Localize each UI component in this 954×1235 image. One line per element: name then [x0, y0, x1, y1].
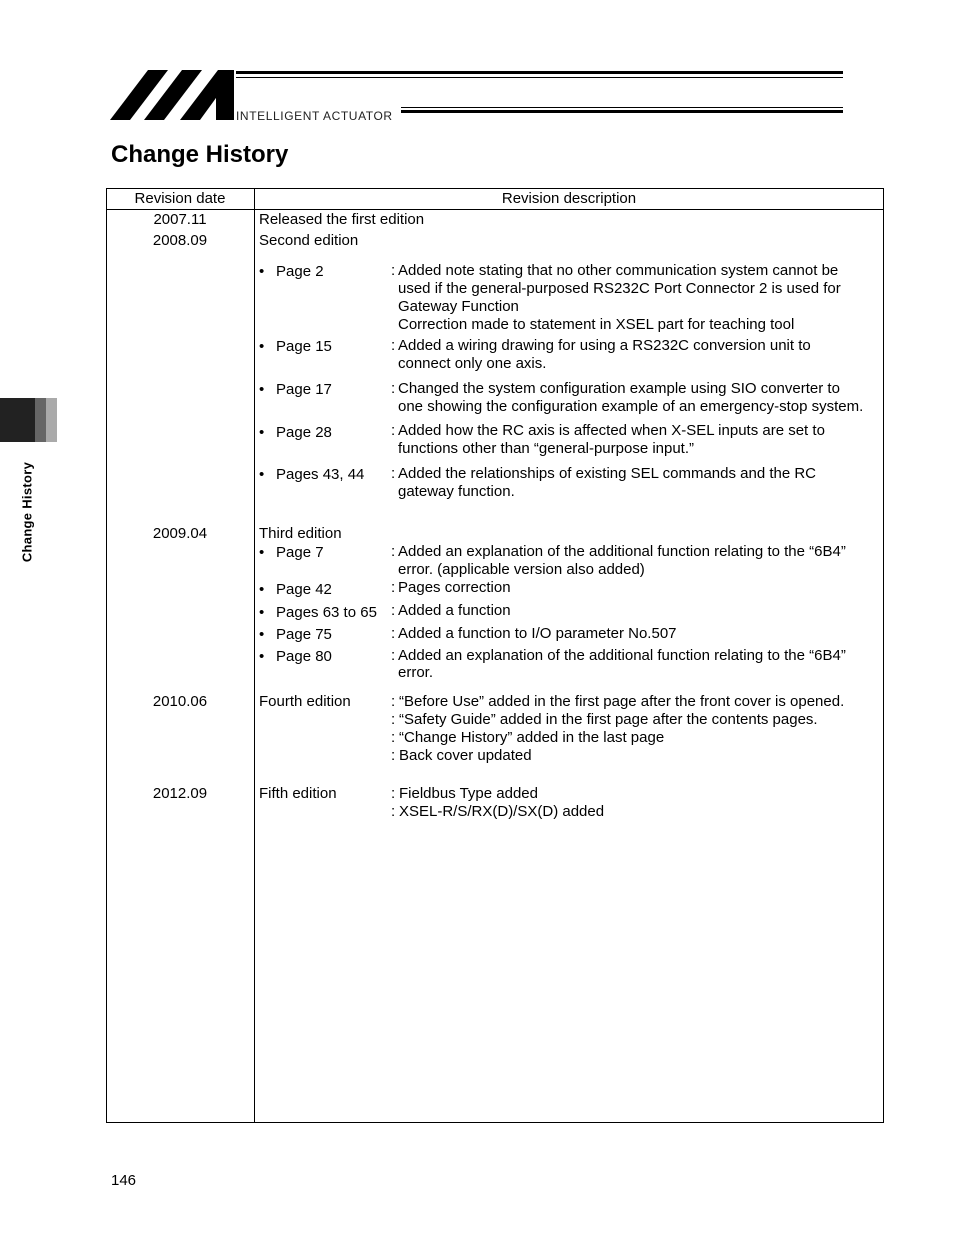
item-description: Back cover updated [399, 747, 532, 764]
list-item: • Page 28 [259, 424, 332, 441]
item-description: Added note stating that no other communication system cannot be [398, 262, 839, 279]
item-description: Added an explanation of the additional function relating to the “6B4” [398, 647, 846, 664]
page-number: 146 [111, 1172, 137, 1189]
revision-heading: Fourth edition [259, 693, 351, 710]
list-item: • Page 2 [259, 263, 324, 280]
list-item: • Page 15 [259, 338, 332, 355]
item-description: Added a function to I/O parameter No.507 [398, 625, 677, 642]
list-item: • Page 17 [259, 381, 332, 398]
revision-date: 2012.09 [152, 785, 208, 802]
header-rule-bottom-2 [401, 110, 843, 113]
item-description: functions other than “general-purpose input.” [398, 440, 695, 457]
item-description: XSEL-R/S/RX(D)/SX(D) added [399, 803, 605, 820]
item-description: one showing the configuration example of an emergency-stop system. [398, 398, 864, 415]
item-description: Correction made to statement in XSEL part for teaching tool [398, 316, 795, 333]
revision-heading: Second edition [259, 232, 359, 249]
revision-heading: Fifth edition [259, 785, 337, 802]
header-rule-top-1 [236, 71, 843, 74]
iai-logo-icon [110, 68, 234, 122]
list-item: • Pages 43, 44 [259, 466, 365, 483]
header-revision-description: Revision description [501, 190, 637, 207]
revision-heading: Released the first edition [259, 211, 425, 228]
revision-heading: Third edition [259, 525, 342, 542]
revision-date: 2007.11 [153, 211, 207, 228]
revision-date: 2009.04 [152, 525, 208, 542]
item-description: Pages correction [398, 579, 511, 596]
item-description: Fieldbus Type added [399, 785, 538, 802]
revision-date: 2010.06 [152, 693, 208, 710]
item-description: Added an explanation of the additional function relating to the “6B4” [398, 543, 846, 560]
header-rule-top-2 [236, 77, 843, 78]
item-description: Added a function [398, 602, 511, 619]
header-revision-date: Revision date [134, 190, 226, 207]
page-title: Change History [111, 141, 289, 168]
item-description: used if the general-purposed RS232C Port Connector 2 is used for [398, 280, 841, 297]
list-item: • Page 42 [259, 581, 332, 598]
item-description: Added a wiring drawing for using a RS232C conversion unit to [398, 337, 811, 354]
item-description: error. (applicable version also added) [398, 561, 645, 578]
list-item: • Page 75 [259, 626, 332, 643]
item-description: Added how the RC axis is affected when X-SEL inputs are set to [398, 422, 825, 439]
item-description: “Change History” added in the last page [399, 729, 665, 746]
item-description: gateway function. [398, 483, 515, 500]
list-item: • Pages 63 to 65 [259, 604, 377, 621]
brand-logo-text: INTELLIGENT ACTUATOR [236, 109, 393, 123]
revision-date: 2008.09 [152, 232, 208, 249]
item-description: Added the relationships of existing SEL commands and the RC [398, 465, 817, 482]
item-description: Changed the system configuration example using SIO converter to [398, 380, 840, 397]
table-header-divider [106, 209, 884, 210]
item-description: “Before Use” added in the first page after the front cover is opened. [399, 693, 845, 710]
table-column-divider [254, 188, 255, 1123]
item-description: connect only one axis. [398, 355, 547, 372]
item-description: error. [398, 664, 434, 681]
side-chapter-label: Change History [19, 461, 35, 563]
list-item: • Page 7 [259, 544, 324, 561]
header-rule-bottom-1 [401, 107, 843, 108]
list-item: • Page 80 [259, 648, 332, 665]
side-chapter-tab [0, 398, 57, 442]
item-description: “Safety Guide” added in the first page after the contents pages. [399, 711, 818, 728]
item-description: Gateway Function [398, 298, 519, 315]
